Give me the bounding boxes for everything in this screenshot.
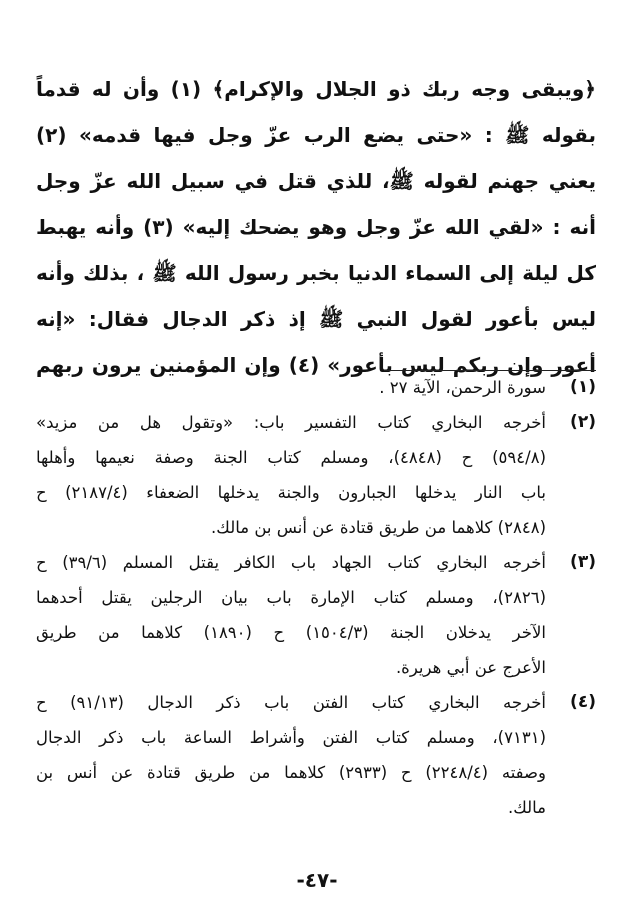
footnote-body bbox=[36, 405, 546, 545]
footnote-2 bbox=[36, 405, 596, 545]
footnote-number: (١) bbox=[570, 377, 596, 397]
footnote-line: (٧١٣١)، ومسلم كتاب الفتن وأشراط الساعة باب ذكر الدجال bbox=[36, 728, 546, 747]
main-text-line: أنه : «لقي الله عزّ وجل وهو يضحك إليه» (٣) وأنه يهبط bbox=[36, 215, 596, 239]
footnote-line: الأعرج عن أبي هريرة. bbox=[395, 658, 546, 677]
footnote-line: أخرجه البخاري كتاب الفتن باب ذكر الدجال (٩١/١٣) ح bbox=[36, 693, 546, 712]
main-text-line: يعني جهنم لقوله ﷺ، للذي قتل في سبيل الله عزّ وجل bbox=[36, 169, 596, 193]
footnote-3 bbox=[36, 545, 596, 685]
footnote-line: (٢٨٤٨) كلاهما من طريق قتادة عن أنس بن مالك. bbox=[211, 518, 546, 537]
main-text bbox=[36, 66, 596, 388]
main-text-line: أعور وإن ربكم ليس بأعور» (٤) وإن المؤمنين يرون ربهم bbox=[36, 353, 596, 377]
footnote-number: (٤) bbox=[570, 692, 596, 712]
footnote-line: سورة الرحمن، الآية ٢٧ . bbox=[379, 378, 546, 397]
main-text-line: ﴿ويبقى وجه ربك ذو الجلال والإكرام﴾ (١) وأن له قدماً bbox=[36, 77, 596, 101]
footnote-number: (٣) bbox=[570, 552, 596, 572]
footnote-line: مالك. bbox=[507, 798, 546, 817]
footnote-line: الآخر يدخلان الجنة (١٥٠٤/٣) ح (١٨٩٠) كلاهما من طريق bbox=[36, 623, 546, 642]
footnote-line: باب النار يدخلها الجبارون والجنة يدخلها الضعفاء (٢١٨٧/٤) ح bbox=[36, 483, 546, 502]
page-number: -٤٧- bbox=[296, 868, 338, 892]
footnote-1 bbox=[36, 370, 596, 405]
footnote-line: (٥٩٤/٨) ح (٤٨٤٨)، ومسلم كتاب الجنة وصفة نعيمها وأهلها bbox=[36, 448, 546, 467]
main-text-line: بقوله ﷺ : «حتى يضع الرب عزّ وجل فيها قدمه» (٢) bbox=[36, 123, 596, 147]
footnote-body bbox=[36, 370, 546, 405]
footnote-line: أخرجه البخاري كتاب الجهاد باب الكافر يقتل المسلم (٣٩/٦) ح bbox=[36, 553, 546, 572]
footnote-line: (٢٨٢٦)، ومسلم كتاب الإمارة باب بيان الرجلين يقتل أحدهما bbox=[36, 588, 546, 607]
footnotes bbox=[36, 370, 596, 825]
footnote-number: (٢) bbox=[570, 412, 596, 432]
footnote-line: وصفته (٢٢٤٨/٤) ح (٢٩٣٣) كلاهما من طريق قتادة عن أنس بن bbox=[36, 763, 546, 782]
main-text-line: ليس بأعور لقول النبي ﷺ إذ ذكر الدجال فقال: «إنه bbox=[36, 307, 596, 331]
footnote-line: أخرجه البخاري كتاب التفسير باب: «وتقول هل من مزيد» bbox=[36, 413, 546, 432]
footnote-4 bbox=[36, 685, 596, 825]
main-text-line: كل ليلة إلى السماء الدنيا بخبر رسول الله ﷺ ، بذلك وأنه bbox=[36, 261, 596, 285]
footnote-body bbox=[36, 685, 546, 825]
footnote-body bbox=[36, 545, 546, 685]
